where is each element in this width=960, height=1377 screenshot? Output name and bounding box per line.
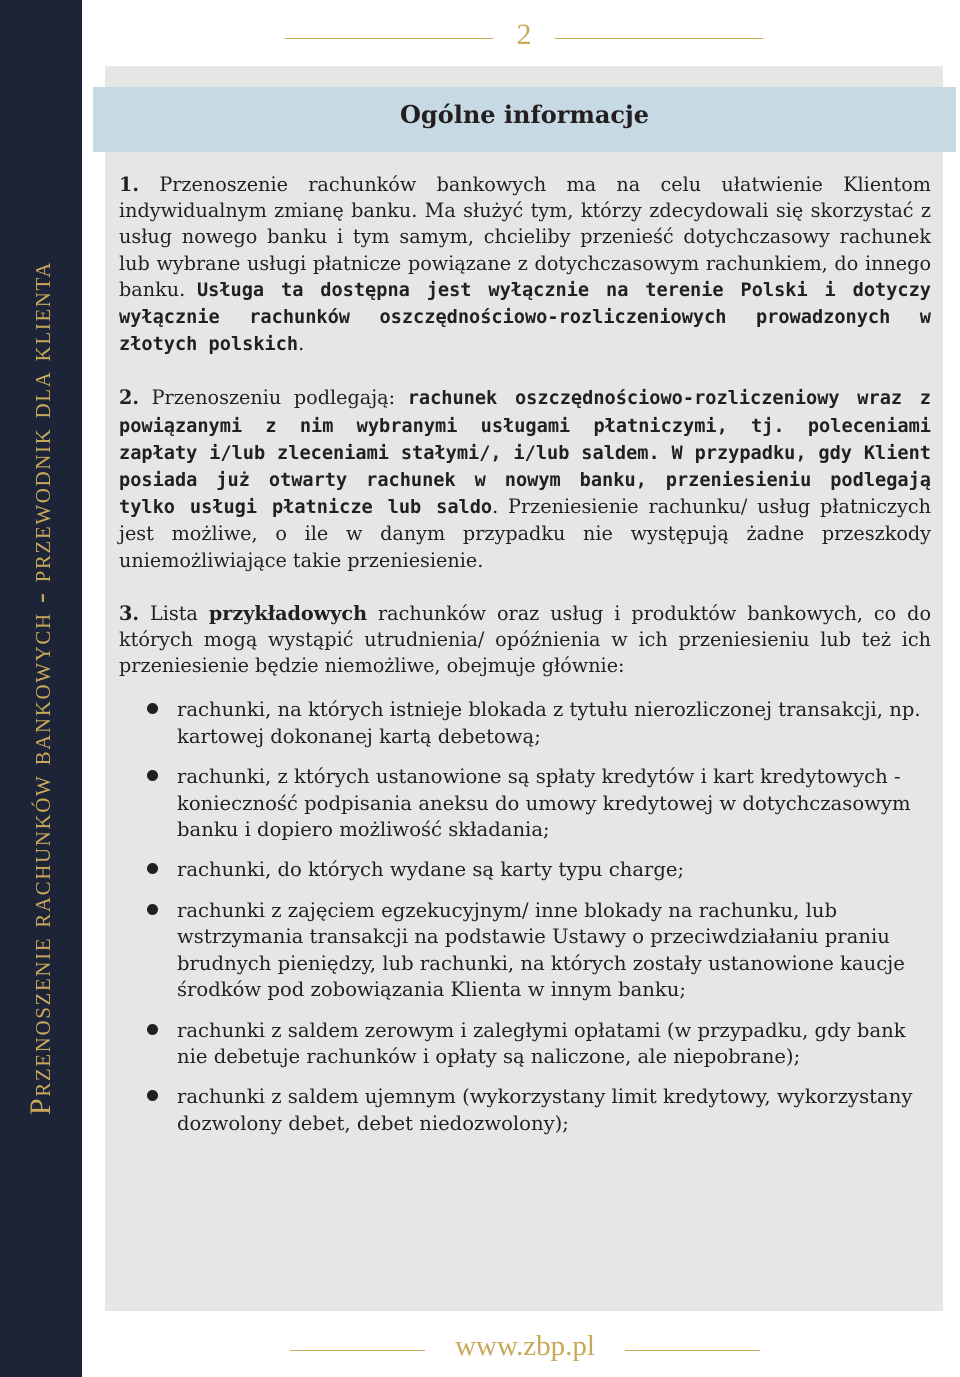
paragraph-2-bold: rachunek oszczędnościowo-rozliczeniowy wraz z powiązanymi z nim wybranymi usługami płatniczymi, tj. poleceniami zapłaty i/lub zleceniami stałymi/, i/lub saldem. W przypadku, gdy Klient posiada już otwarty rachunek w nowym banku, przeniesieniu podlegają tylko usługi płatnicze lub saldo xyxy=(119,388,931,519)
paragraph-2-end: . Przeniesienie rachunku/ usług płatniczych jest możliwe, o ile w danym przypadku nie występują żadne przeszkody uniemożliwiające takie przeniesienie. xyxy=(119,495,931,572)
paragraph-3-text: Lista xyxy=(139,601,209,625)
list-item xyxy=(119,1018,931,1071)
paragraph-3 xyxy=(119,601,931,680)
footer-rule-right xyxy=(625,1350,760,1351)
bullet-dot-icon xyxy=(147,863,158,874)
title-bar xyxy=(93,87,956,152)
paragraph-1 xyxy=(119,172,931,358)
list-item xyxy=(119,697,931,750)
list-item-text: rachunki, do których wydane są karty typu charge; xyxy=(177,858,685,882)
bullet-dot-icon xyxy=(147,703,158,714)
list-item-text: rachunki z zajęciem egzekucyjnym/ inne blokady na rachunku, lub wstrzymania transakcji na podstawie Ustawy o przeciwdziałaniu praniu brudnych pieniędzy, lub rachunki, na których zostały ustanowione kaucje środków pod zobowiązania Klienta w innym banku; xyxy=(177,898,905,1002)
list-item-text: rachunki z saldem zerowym i zaległymi opłatami (w przypadku, gdy bank nie debetuje rachunków i opłaty są naliczone, ale niepobrane); xyxy=(177,1018,906,1068)
footer-url[interactable]: www.zbp.pl xyxy=(455,1330,595,1362)
content-body xyxy=(119,172,931,1151)
page-header xyxy=(285,18,763,58)
bullet-dot-icon xyxy=(147,770,158,781)
paragraph-2 xyxy=(119,385,931,573)
header-rule-right xyxy=(555,38,763,39)
page-number: 2 xyxy=(516,18,532,51)
list-item xyxy=(119,898,931,1004)
list-item xyxy=(119,857,931,883)
list-item-text: rachunki, na których istnieje blokada z tytułu nierozliczonej transakcji, np. kartowej dokonanej kartą debetową; xyxy=(177,698,921,748)
list-item xyxy=(119,1084,931,1137)
page-footer xyxy=(290,1330,760,1370)
side-spine xyxy=(0,0,82,1377)
paragraph-1-text: Przenoszenie rachunków bankowych ma na celu ułatwienie Klientom indywidualnym zmianę banku. Ma służyć tym, którzy zdecydowali się skorzystać z usług nowego banku i tym samym, chcieliby przenieść dotychczasowy rachunek lub wybrane usługi płatnicze powiązane z dotychczasowym rachunkiem, do innego banku. xyxy=(119,173,931,301)
paragraph-1-end: . xyxy=(298,332,305,356)
bullet-dot-icon xyxy=(147,1090,158,1101)
paragraph-1-number: 1. xyxy=(119,173,140,196)
section-title: Ogólne informacje xyxy=(400,100,649,129)
bullet-dot-icon xyxy=(147,1024,158,1035)
spine-title: Przenoszenie rachunków bankowych - przewodnik dla klienta xyxy=(24,260,57,1116)
list-item xyxy=(119,764,931,843)
bullet-list xyxy=(119,697,931,1137)
paragraph-2-number: 2. xyxy=(119,386,140,410)
bullet-dot-icon xyxy=(147,904,158,915)
paragraph-1-bold: Usługa ta dostępna jest wyłącznie na terenie Polski i dotyczy wyłącznie rachunków oszczędnościowo-rozliczeniowych prowadzonych w złotych polskich xyxy=(119,279,931,356)
paragraph-2-text: Przenoszeniu podlegają: xyxy=(139,386,408,410)
paragraph-3-bold: przykładowych xyxy=(208,601,368,625)
paragraph-3-number: 3. xyxy=(119,601,140,625)
list-item-text: rachunki z saldem ujemnym (wykorzystany limit kredytowy, wykorzystany dozwolony debet, debet niedozwolony); xyxy=(177,1085,913,1135)
list-item-text: rachunki, z których ustanowione są spłaty kredytów i kart kredytowych - konieczność podpisania aneksu do umowy kredytowej w dotychczasowym banku i dopiero możliwość składania; xyxy=(177,765,911,842)
paragraph-3-end: rachunków oraz usług i produktów bankowych, co do których mogą wystąpić utrudnienia/ opóźnienia w ich przeniesieniu lub też ich przeniesienie będzie niemożliwe, obejmuje głównie: xyxy=(119,601,931,678)
